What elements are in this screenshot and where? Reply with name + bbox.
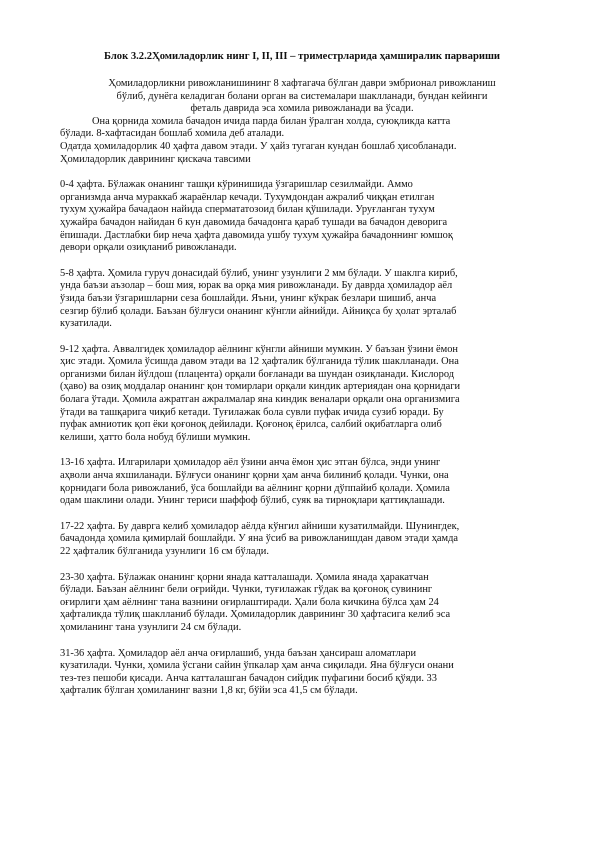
page-title: Блок 3.2.2Ҳомиладорлик нинг I, II, III – триместрларида ҳамширалик парвариши [104,51,500,62]
intro-line: феталь даврида эса хомила ривожланади ва ўсади. [190,103,414,115]
paragraph-line: бўлади. Баъзан аёлнинг бели оғрийди. Чунки, туғилажак гўдак ва қоғоноқ сувининг [60,584,433,596]
paragraph-line: девори орқали озиқланиб ривожланади. [60,242,237,254]
paragraph-line: унда баъзи аъзолар – бош мия, юрак ва орқа мия ривожланади. Бу даврда ҳомиладор аёл [60,280,453,292]
paragraph-line: 23-30 ҳафта. Бўлажак онанинг қорни янада катталашади. Ҳомила янада ҳаракатчан [60,571,429,583]
paragraph-line: (ҳаво) ва озиқ моддалар онанинг қон томирлари орқали киндик артериядан она қорнидаги [60,381,461,393]
paragraph-line: келиши, ҳатто бола нобуд бўлиши мумкин. [60,431,251,443]
paragraph-line: 0-4 ҳафта. Бўлажак онанинг ташқи кўринишида ўзгаришлар сезилмайди. Аммо [60,179,413,191]
intro-line: бўлади. 8-хафтасидан бошлаб хомила деб аталади. [60,128,285,140]
section-week-17-22 [60,521,544,559]
paragraph-line: ёпишади. Дастлабки бир неча ҳафта давомида ушбу тухум ҳужайра бачадоннинг юмшоқ [60,229,453,241]
paragraph-line: қорнидаги бола ривожланиб, ўса бошлайди ва аёлнинг қорни дўппайиб қолади. Ҳомила [60,482,450,494]
paragraph-line: ҳафталикда тўлиқ шаклланиб бўлади. Ҳомиладорлик даврининг 30 ҳафтасига келиб эса [60,609,451,621]
paragraph-line: организми билан йўлдош (плацента) орқали боғланади ва шундан озиқланади. Кислород [60,368,455,380]
intro-centered [60,78,544,116]
paragraph-line: ҳужайра бачадон найидан 6 кун давомида бачадонга қараб тушади ва бачадон деворига [60,216,448,228]
paragraph-line: 13-16 ҳафта. Илгарилари ҳомиладор аёл ўзини анча ёмон ҳис этган бўлса, энди унинг [60,457,441,469]
section-week-9-12 [60,344,544,445]
paragraph-line: организмда анча мураккаб жараёнлар кечади. Тухумдондан ажралиб чиққан етилган [60,191,435,203]
paragraph-line: тез-тез пешоби қисади. Анча катталашган бачадон сийдик пуфагини босиб қўяди. 33 [60,672,437,684]
section-week-0-4 [60,179,544,255]
section-week-13-16 [60,457,544,507]
intro-plain [60,141,544,166]
paragraph-line: ҳафталик бўлган ҳомиланинг вазни 1,8 кг, бўйи эса 41,5 см бўлади. [60,685,358,697]
paragraph-line: тухум ҳужайра бачадаон найида спермататозоид билан қўшилади. Уруғланган тухум [60,204,435,216]
intro-line: Ҳомиладорликни ривожланишининг 8 хафтагача бўлган даври эмбрионал ривожланиш [108,78,496,89]
paragraph-line: бачадонда ҳомила қимирлай бошлайди. У яна ўсиб ва ривожланишдан давом этади ҳамда [60,533,459,545]
intro-line: Она қорнида хомила бачадон ичида парда билан ўралган холда, суюқликда катта [92,115,451,127]
paragraph-line: аҳволи анча яхшиланади. Бўлғуси онанинг қорни ҳам анча билиниб қолади. Чунки, она [60,470,449,482]
intro-line: Одатда ҳомиладорлик 40 ҳафта давом этади. У ҳайз тугаган кундан бошлаб ҳисобланади. [60,140,457,152]
section-week-31-36 [60,648,544,698]
paragraph-line: кузатилади. Чунки, ҳомила ўсгани сайин ўпкалар ҳам анча сиқилади. Яна бўлғуси онани [60,660,454,672]
paragraph-line: одам шаклини олади. Унинг териси шаффоф бўлиб, суяк ва тирноқлари қаттиқлашади. [60,495,445,507]
intro-line: Ҳомиладорлик даврининг қискача тавсими [60,153,251,165]
paragraph-line: 9-12 ҳафта. Аввалгидек ҳомиладор аёлнинг кўнгли айниши мумкин. У баъзан ўзини ёмон [60,343,458,355]
intro-indented [60,116,544,141]
section-week-23-30 [60,572,544,635]
paragraph-line: ҳис этади. Ҳомила ўсишда давом этади ва 12 ҳафталик бўлганида тўлик шаклланади. Она [60,356,459,368]
paragraph-line: пуфак амниотик қоп ёки қоғоноқ дейилади. Қоғоноқ ёрилса, салбий оқибатларга олиб [60,419,442,431]
paragraph-line: кузатилади. [60,318,112,330]
paragraph-line: 5-8 ҳафта. Ҳомила гуруч донасидай бўлиб, унинг узунлиги 2 мм бўлади. У шаклга кириб, [60,267,458,279]
section-week-5-8 [60,268,544,331]
paragraph-line: ўтади ва ташқарига чиқиб кетади. Туғилажак бола сувли пуфак ичида сузиб юради. Бу [60,406,444,418]
paragraph-line: ҳомиланинг тана узунлиги 24 см бўлади. [60,621,242,633]
paragraph-line: болага ўтади. Ҳомила ажратган ажралмалар яна киндик веналари орқали она организмига [60,394,460,406]
intro-line: бўлиб, дунёга келадиган болани орган ва системалари шаклланади, бундан кейинги [116,90,488,102]
paragraph-line: сезгир бўлиб қолади. Баъзан бўлғуси онанинг кўнгли айнийди. Айниқса бу ҳолат эрталаб [60,305,457,317]
paragraph-line: 17-22 ҳафта. Бу даврга келиб ҳомиладор аёлда кўнгил айниши кузатилмайди. Шунингдек, [60,520,460,532]
paragraph-line: 31-36 ҳафта. Ҳомиладор аёл анча оғирлашиб, унда баъзан ҳансираш аломатлари [60,647,417,659]
paragraph-line: ўзида баъзи ўзгаришларни сеза бошлайди. Яъни, унинг кўкрак безлари шишиб, анча [60,292,437,304]
paragraph-line: оғирлиги ҳам аёлнинг тана вазнини оғирлаштиради. Ҳали бола кичкина бўлса ҳам 24 [60,596,439,608]
paragraph-line: 22 ҳафталик бўлганида узунлиги 16 см бўлади. [60,546,269,557]
